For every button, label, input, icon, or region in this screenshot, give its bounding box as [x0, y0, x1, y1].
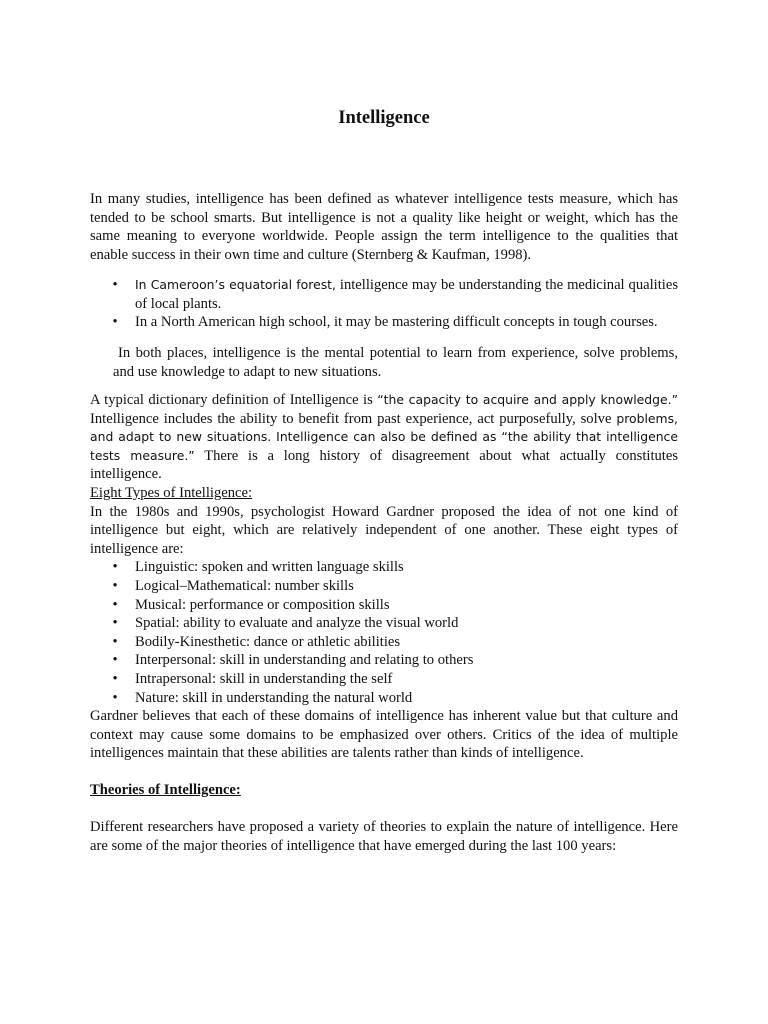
list-item [90, 558, 678, 577]
gardner-paragraph: Gardner believes that each of these domains of intelligence has inherent value but that culture and context may cause some domains to be emphasized over others. Critics of the idea of multiple intelligences maintain that these abilities are talents rather than kinds of intelligence. [90, 708, 678, 762]
type-item-text: Bodily-Kinesthetic: dance or athletic abilities [135, 633, 401, 650]
list-item-prefix: In Cameroon’s equatorial forest, [135, 277, 336, 292]
list-item [90, 596, 678, 615]
definition-quote: “the capacity to acquire and apply knowledge.” [377, 392, 678, 407]
list-item-text: In a North American high school, it may be mastering difficult concepts in tough courses. [135, 314, 658, 331]
list-item-text: intelligence may be understanding the medicinal qualities of local plants. [135, 277, 678, 312]
bullet-icon: • [112, 689, 118, 706]
type-item-text: Intrapersonal: skill in understanding the self [135, 670, 393, 687]
definition-part-a: A typical dictionary definition of Intelligence is [90, 392, 378, 408]
bullet-icon: • [112, 277, 118, 293]
intro-paragraph [90, 190, 678, 264]
type-item-text: Spatial: ability to evaluate and analyze the visual world [135, 615, 459, 632]
type-item-text: Interpersonal: skill in understanding and relating to others [135, 652, 474, 669]
both-places-paragraph [113, 344, 678, 381]
bullet-icon: • [112, 652, 118, 669]
bullet-icon: • [112, 314, 118, 331]
definition-part-d: problems, and adapt to new situations. Intelligence can also be defined as “the ability that intelligence tests measure.” [90, 410, 678, 463]
list-item [90, 651, 678, 670]
types-intro-paragraph: In the 1980s and 1990s, psychologist Howard Gardner proposed the idea of not one kind of intelligence but eight, which are relatively independent of one another. These eight types of intelligence are: [90, 503, 678, 557]
type-item-text: Logical–Mathematical: number skills [135, 577, 354, 594]
definition-part-c: Intelligence includes the ability to benefit from past experience, act purposefully, solve [90, 410, 617, 427]
list-item [90, 313, 678, 332]
theories-paragraph-block [90, 818, 678, 855]
type-item-text: Nature: skill in understanding the natural world [135, 689, 413, 706]
definition-paragraph [90, 391, 678, 484]
list-item [90, 689, 678, 708]
types-list [90, 558, 678, 707]
type-item-text: Linguistic: spoken and written language skills [135, 559, 404, 576]
theories-heading-block [90, 781, 678, 800]
theories-paragraph: Different researchers have proposed a variety of theories to explain the nature of intelligence. Here are some of the major theories of intelligence that have emerged during the last 100 years: [90, 819, 678, 854]
bullet-icon: • [112, 615, 118, 632]
page-title: Intelligence [338, 108, 430, 128]
bullet-icon: • [112, 633, 118, 650]
list-item [90, 577, 678, 596]
bullet-icon: • [112, 577, 118, 594]
bullet-icon: • [112, 670, 118, 687]
examples-list [90, 276, 678, 332]
list-item [90, 276, 678, 313]
definition-part-e: There is a long history of disagreement about what actually constitutes intelligence. [90, 447, 679, 483]
list-item [90, 670, 678, 689]
bullet-icon: • [112, 596, 118, 613]
definition-section [90, 391, 678, 763]
bullet-icon: • [112, 559, 118, 576]
both-places-text: In both places, intelligence is the mental potential to learn from experience, solve problems, and use knowledge to adapt to new situations. [113, 345, 678, 380]
intro-paragraph-text: In many studies, intelligence has been defined as whatever intelligence tests measure, which has tended to be school smarts. But intelligence is not a quality like height or weight, which has the same meaning to everyone worldwide. People assign the term intelligence to the qualities that enable success in their own time and culture (Sternberg & Kaufman, 1998). [90, 191, 678, 263]
type-item-text: Musical: performance or composition skills [135, 596, 390, 613]
types-heading: Eight Types of Intelligence: [90, 484, 253, 501]
list-item [90, 614, 678, 633]
list-item [90, 633, 678, 652]
theories-heading: Theories of Intelligence: [90, 782, 241, 798]
